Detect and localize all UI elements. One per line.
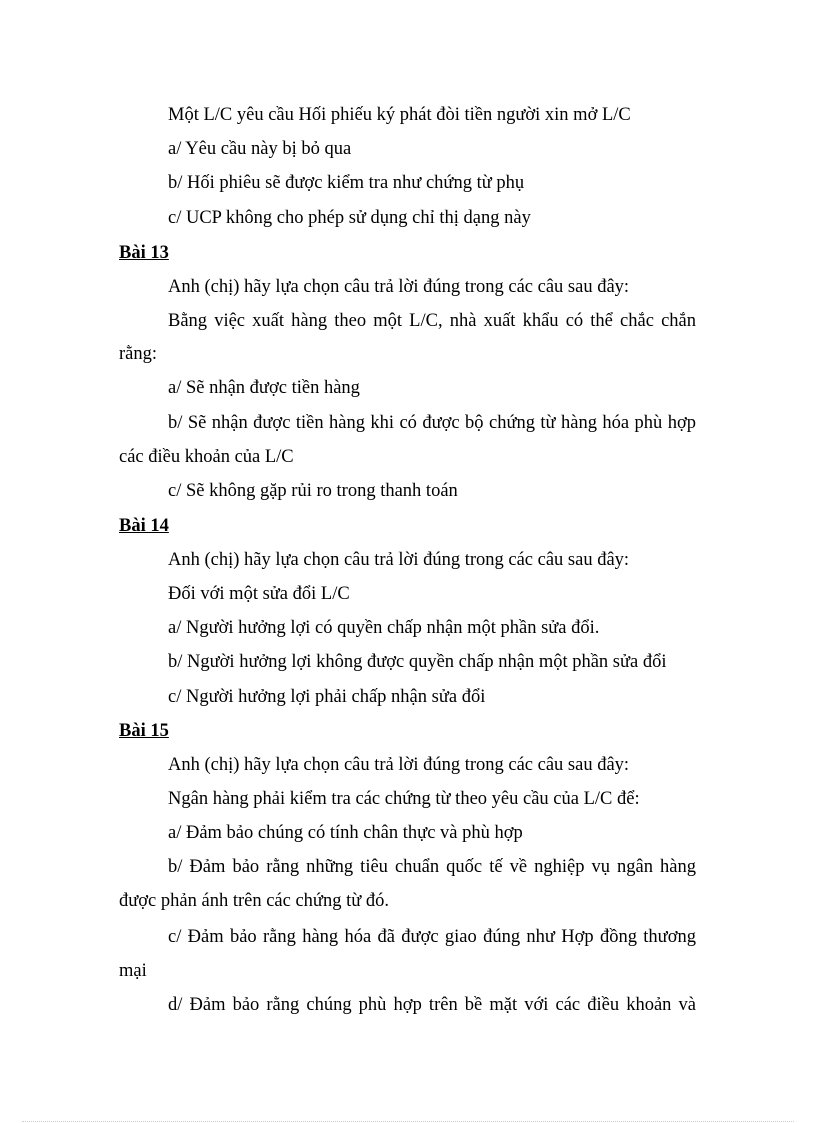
bai13-question-line1: Bằng việc xuất hàng theo một L/C, nhà xuất khẩu có thể chắc chắn [168,311,696,331]
bai14-heading: Bài 14 [119,516,169,536]
bai13-question-line2: rằng: [119,344,158,364]
bai15-option-b-line2: được phản ánh trên các chứng từ đó. [119,891,389,911]
bai13-option-a: a/ Sẽ nhận được tiền hàng [168,378,360,398]
bai15-option-c-line1: c/ Đảm bảo rằng hàng hóa đã được giao đúng như Hợp đồng thương [168,927,696,947]
bai15-question: Ngân hàng phải kiểm tra các chứng từ theo yêu cầu của L/C để: [168,789,640,809]
bai14-question: Đối với một sửa đổi L/C [168,584,350,604]
bai13-option-b-line1: b/ Sẽ nhận được tiền hàng khi có được bộ chứng từ hàng hóa phù hợp [168,413,696,433]
bai14-option-b: b/ Người hưởng lợi không được quyền chấp nhận một phần sửa đổi [168,652,667,672]
bai14-option-c: c/ Người hưởng lợi phải chấp nhận sửa đổi [168,687,486,707]
bai13-instruction: Anh (chị) hãy lựa chọn câu trả lời đúng trong các câu sau đây: [168,277,630,297]
bai13-option-b-line2: các điều khoản của L/C [119,447,294,467]
bai15-option-c-line2: mại [119,961,147,981]
intro-option-c: c/ UCP không cho phép sử dụng chỉ thị dạng này [168,208,531,228]
bai15-option-a: a/ Đảm bảo chúng có tính chân thực và phù hợp [168,823,523,843]
bai13-heading: Bài 13 [119,243,169,263]
intro-option-a: a/ Yêu cầu này bị bỏ qua [168,139,352,159]
bai13-option-c: c/ Sẽ không gặp rủi ro trong thanh toán [168,481,458,501]
bai15-heading: Bài 15 [119,721,169,741]
bai14-option-a: a/ Người hưởng lợi có quyền chấp nhận một phần sửa đổi. [168,618,600,638]
intro-option-b: b/ Hối phiêu sẽ được kiểm tra như chứng từ phụ [168,173,525,193]
bai15-option-b-line1: b/ Đảm bảo rằng những tiêu chuẩn quốc tế về nghiệp vụ ngân hàng [168,857,696,877]
bai15-instruction: Anh (chị) hãy lựa chọn câu trả lời đúng trong các câu sau đây: [168,755,630,775]
intro-question: Một L/C yêu cầu Hối phiếu ký phát đòi tiền người xin mở L/C [168,105,631,125]
bai14-instruction: Anh (chị) hãy lựa chọn câu trả lời đúng trong các câu sau đây: [168,550,630,570]
bai15-option-d-line1: d/ Đảm bảo rằng chúng phù hợp trên bề mặt với các điều khoản và [168,995,696,1015]
page-bottom-divider [22,1121,794,1122]
